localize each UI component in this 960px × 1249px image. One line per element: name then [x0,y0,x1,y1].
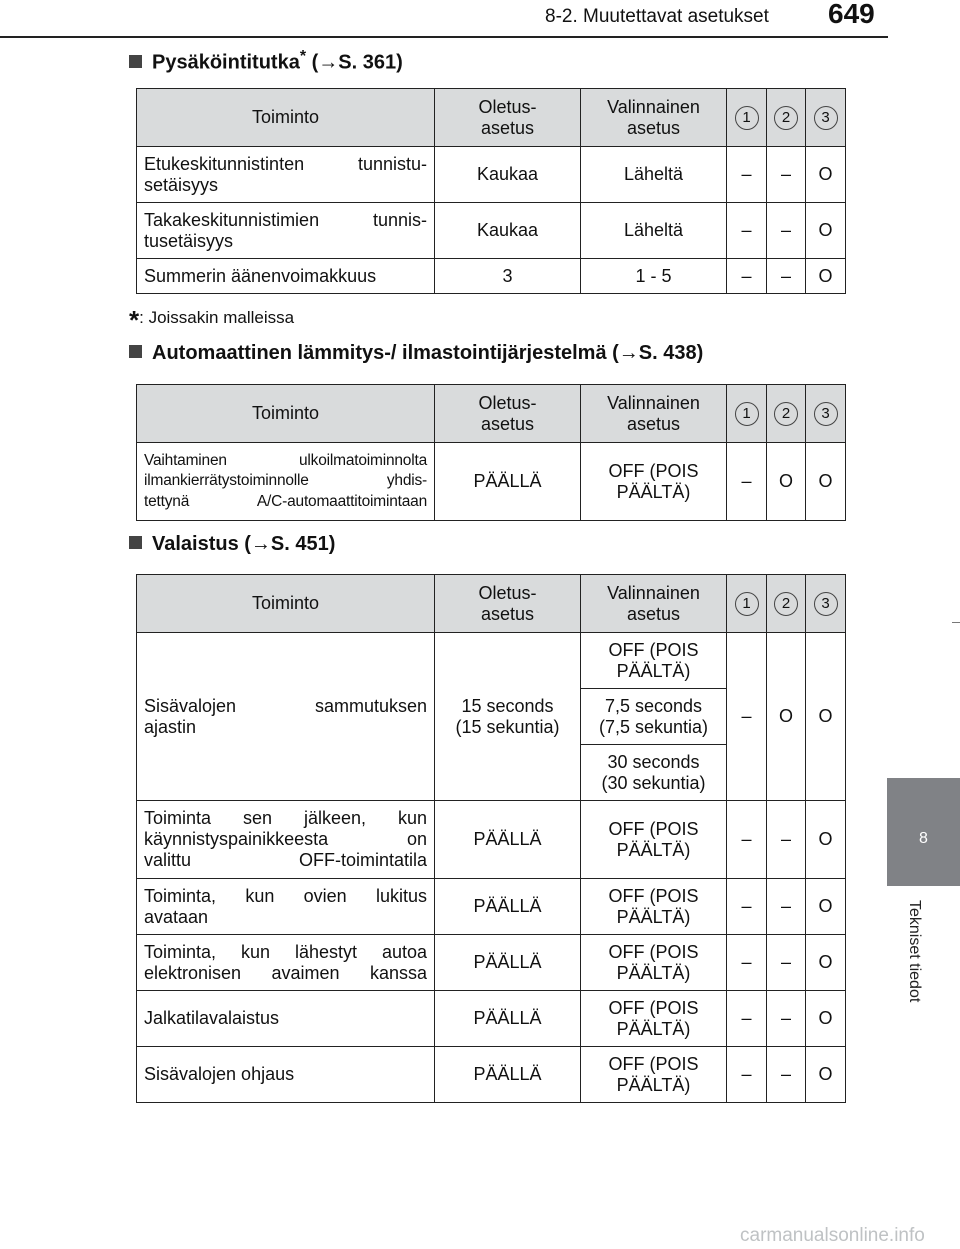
customize-2-cell: – [767,259,806,294]
function-cell: Summerin äänenvoimakkuus [137,259,435,294]
bullet-square-icon [129,345,142,358]
customize-3-cell: O [806,935,846,991]
header-function: Toiminto [137,89,435,147]
customize-2-cell: – [767,991,806,1047]
customize-3-cell: O [806,801,846,879]
customize-3-cell: O [806,633,846,801]
circled-number-1-icon: 1 [735,106,759,130]
header-c1 [727,89,767,147]
function-cell: Vaihtaminen ulkoilmatoiminnolta ilmankierrätystoiminnolle yhdis- tettynä A/C-automaattitoimintaan [137,443,435,521]
table-header-row [137,89,846,147]
header-default: Oletus- asetus [435,575,581,633]
circled-number-3-icon: 3 [814,592,838,616]
header-optional: Valinnainen asetus [581,575,727,633]
customize-3-cell: O [806,1047,846,1103]
optional-cell: Läheltä [581,203,727,259]
function-cell: Toiminta sen jälkeen, kun käynnistyspainikkeesta on valittu OFF-toimintatila [137,801,435,879]
customize-2-cell: – [767,801,806,879]
page-header [0,0,960,40]
chapter-tab[interactable] [887,778,960,886]
chapter-number: 8 [919,830,928,847]
customize-3-cell: O [806,443,846,521]
optional-cell: OFF (POIS PÄÄLTÄ) [581,879,727,935]
optional-cell: OFF (POIS PÄÄLTÄ) [581,443,727,521]
header-optional: Valinnainen asetus [581,89,727,147]
default-cell: 3 [435,259,581,294]
table-row [137,259,846,294]
function-cell: Sisävalojen ohjaus [137,1047,435,1103]
function-cell: Jalkatilavalaistus [137,991,435,1047]
circled-number-3-icon: 3 [814,106,838,130]
header-function: Toiminto [137,385,435,443]
customize-1-cell: – [727,935,767,991]
customize-2-cell: O [767,633,806,801]
header-c2 [767,575,806,633]
header-c2 [767,89,806,147]
settings-table-parking-sensor [136,88,846,294]
section-heading-climate [129,342,703,365]
section-heading-lighting [129,533,335,556]
header-rule [0,36,888,38]
customize-1-cell: – [727,991,767,1047]
default-cell: PÄÄLLÄ [435,1047,581,1103]
default-cell: PÄÄLLÄ [435,935,581,991]
optional-cell: OFF (POIS PÄÄLTÄ) [581,801,727,879]
header-c1 [727,385,767,443]
function-cell: Toiminta, kun ovien lukitus avataan [137,879,435,935]
table-row [137,147,846,203]
default-cell: PÄÄLLÄ [435,801,581,879]
optional-cell: 7,5 seconds (7,5 sekuntia) [581,689,727,745]
header-default: Oletus- asetus [435,89,581,147]
customize-2-cell: – [767,203,806,259]
bullet-square-icon [129,55,142,68]
bullet-square-icon [129,536,142,549]
heading-text: Pysäköintitutka [152,51,300,74]
header-c1 [727,575,767,633]
optional-cell: OFF (POIS PÄÄLTÄ) [581,991,727,1047]
page-number: 649 [828,0,875,29]
optional-cell: OFF (POIS PÄÄLTÄ) [581,1047,727,1103]
function-cell: Toiminta, kun lähestyt autoa elektronisen avaimen kanssa [137,935,435,991]
customize-1-cell: – [727,443,767,521]
customize-2-cell: – [767,879,806,935]
header-c3 [806,575,846,633]
customize-1-cell: – [727,879,767,935]
chapter-title: Tekniset tiedot [906,900,923,1003]
heading-ref: (→S. 361) [306,51,403,74]
table-row [137,1047,846,1103]
table-row [137,443,846,521]
customize-1-cell: – [727,259,767,294]
default-cell: PÄÄLLÄ [435,991,581,1047]
customize-2-cell: O [767,443,806,521]
function-cell: Sisävalojen sammutuksen ajastin [137,633,435,801]
default-cell: 15 seconds (15 sekuntia) [435,633,581,801]
circled-number-2-icon: 2 [774,402,798,426]
customize-3-cell: O [806,991,846,1047]
function-cell: Takakeskitunnistimien tunnis- tusetäisyys [137,203,435,259]
header-c3 [806,385,846,443]
circled-number-1-icon: 1 [735,402,759,426]
circled-number-2-icon: 2 [774,592,798,616]
table-row [137,203,846,259]
optional-cell: Läheltä [581,147,727,203]
default-cell: PÄÄLLÄ [435,879,581,935]
customize-1-cell: – [727,203,767,259]
customize-3-cell: O [806,203,846,259]
settings-table-lighting [136,574,846,1103]
watermark: carmanualsonline.info [740,1225,925,1246]
header-default: Oletus- asetus [435,385,581,443]
circled-number-3-icon: 3 [814,402,838,426]
optional-cell: 1 - 5 [581,259,727,294]
header-function: Toiminto [137,575,435,633]
edge-tick [952,622,960,623]
customize-3-cell: O [806,879,846,935]
default-cell: Kaukaa [435,147,581,203]
table-row [137,879,846,935]
footnote-text: : Joissakin malleissa [139,308,295,327]
function-cell: Etukeskitunnistinten tunnistu- setäisyys [137,147,435,203]
header-optional: Valinnainen asetus [581,385,727,443]
customize-1-cell: – [727,633,767,801]
header-c3 [806,89,846,147]
asterisk: * [299,48,307,65]
header-c2 [767,385,806,443]
section-title: 8-2. Muutettavat asetukset [545,6,769,27]
table-row [137,935,846,991]
customize-3-cell: O [806,259,846,294]
footnote-asterisk: * [129,305,140,335]
heading-text: Valaistus (→S. 451) [152,533,336,555]
customize-1-cell: – [727,147,767,203]
default-cell: PÄÄLLÄ [435,443,581,521]
customize-1-cell: – [727,801,767,879]
customize-3-cell: O [806,147,846,203]
optional-cell: OFF (POIS PÄÄLTÄ) [581,633,727,689]
customize-1-cell: – [727,1047,767,1103]
table-header-row [137,385,846,443]
settings-table-climate [136,384,846,521]
table-row [137,991,846,1047]
customize-2-cell: – [767,935,806,991]
table-row [137,633,846,689]
default-cell: Kaukaa [435,203,581,259]
circled-number-2-icon: 2 [774,106,798,130]
section-heading-parking-sensor [129,48,403,75]
customize-2-cell: – [767,1047,806,1103]
circled-number-1-icon: 1 [735,592,759,616]
heading-text: Automaattinen lämmitys-/ ilmastointijärjestelmä (→S. 438) [152,342,704,364]
table-row [137,801,846,879]
footnote [129,305,294,336]
table-header-row [137,575,846,633]
optional-cell: 30 seconds (30 sekuntia) [581,745,727,801]
customize-2-cell: – [767,147,806,203]
optional-cell: OFF (POIS PÄÄLTÄ) [581,935,727,991]
